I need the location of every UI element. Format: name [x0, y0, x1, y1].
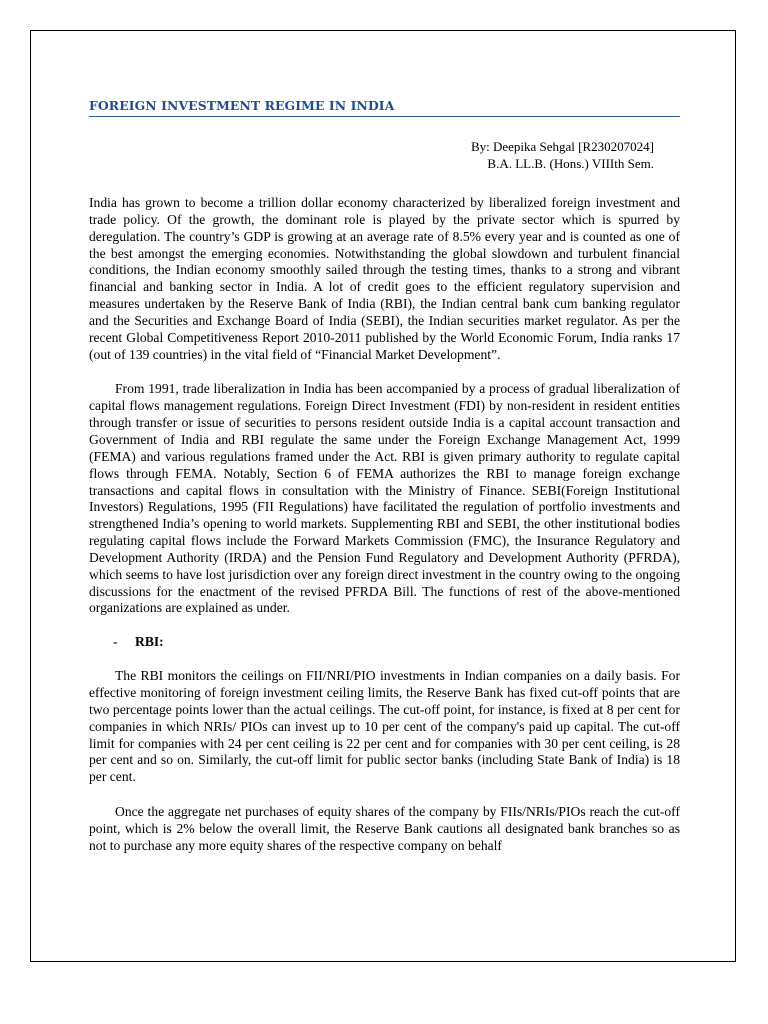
paragraph-cutoff: Once the aggregate net purchases of equity shares of the company by FIIs/NRIs/PIOs reach the cut-off point, which is 2% below the overall limit, the Reserve Bank cautions all designated bank branches so as not to purchase any more equity shares of the respective company on behalf — [89, 804, 680, 853]
paragraph-intro: India has grown to become a trillion dollar economy characterized by liberalized foreign investment and trade policy. Of the growth, the dominant role is played by the private sector which is spurred by deregulation. The country’s GDP is growing at an average rate of 8.5% every year and is counted as one of the best amongst the emerging economies. Notwithstanding the global slowdown and turbulent financial conditions, the Indian economy smoothly sailed through the testing times, thanks to a strong and vibrant financial and banking sector in India. A lot of credit goes to the efficient regulatory supervision and measures undertaken by the Reserve Bank of India (RBI), the Indian central bank cum banking regulator and the Securities and Exchange Board of India (SEBI), the Indian securities market regulator. As per the recent Global Competitiveness Report 2010-2011 published by the World Economic Forum, India ranks 17 (out of 139 countries) in the vital field of “Financial Market Development”. — [89, 195, 680, 362]
paragraph-liberalization: From 1991, trade liberalization in India has been accompanied by a process of gradual liberalization of capital flows management regulations. Foreign Direct Investment (FDI) by non-resident in resident entities through transfer or issue of securities to persons resident outside India is a capital account transaction and Government of India and RBI regulate the same under the Foreign Exchange Management Act, 1999 (FEMA) and various regulations framed under the Act. RBI is given primary authority to regulate capital flows through FEMA. Notably, Section 6 of FEMA authorizes the RBI to manage foreign exchange transactions and capital flows in consultation with the Ministry of Finance. SEBI(Foreign Institutional Investors) Regulations, 1995 (FII Regulations) have facilitated the regulation of portfolio investments and strengthened India’s opening to world markets. Supplementing RBI and SEBI, the other institutional bodies regulating capital flows include the Forward Markets Commission (FMC), the Insurance Regulatory and Development Authority (IRDA) and the Pension Fund Regulatory and Development Authority (PFRDA), which seems to have lost jurisdiction over any foreign direct investment in the country owing to the ongoing discussions for the enactment of the revised PFRDA Bill. The functions of rest of the above-mentioned organizations are explained as under. — [89, 381, 680, 616]
document-body — [89, 97, 680, 855]
section-heading-label: RBI: — [135, 634, 164, 650]
document-title: FOREIGN INVESTMENT REGIME IN INDIA — [89, 97, 680, 117]
byline-degree: B.A. LL.B. (Hons.) VIIIth Sem. — [487, 156, 654, 171]
byline-author: By: Deepika Sehgal [R230207024] — [470, 139, 654, 154]
paragraph-rbi-monitoring: The RBI monitors the ceilings on FII/NRI/PIO investments in Indian companies on a daily basis. For effective monitoring of foreign investment ceiling limits, the Reserve Bank has fixed cut-off points that are two percentage points lower than the actual ceilings. The cut-off point, for instance, is fixed at 8 per cent for companies in which NRIs/ PIOs can invest up to 10 per cent of the company's paid up capital. The cut-off limit for companies with 24 per cent ceiling is 22 per cent and for companies with 30 per cent ceiling, is 28 per cent and so on. Similarly, the cut-off limit for public sector banks (including State Bank of India) is 18 per cent. — [89, 668, 680, 785]
section-heading-rbi — [89, 633, 680, 650]
bullet-dash: - — [113, 634, 118, 650]
byline — [89, 138, 680, 172]
